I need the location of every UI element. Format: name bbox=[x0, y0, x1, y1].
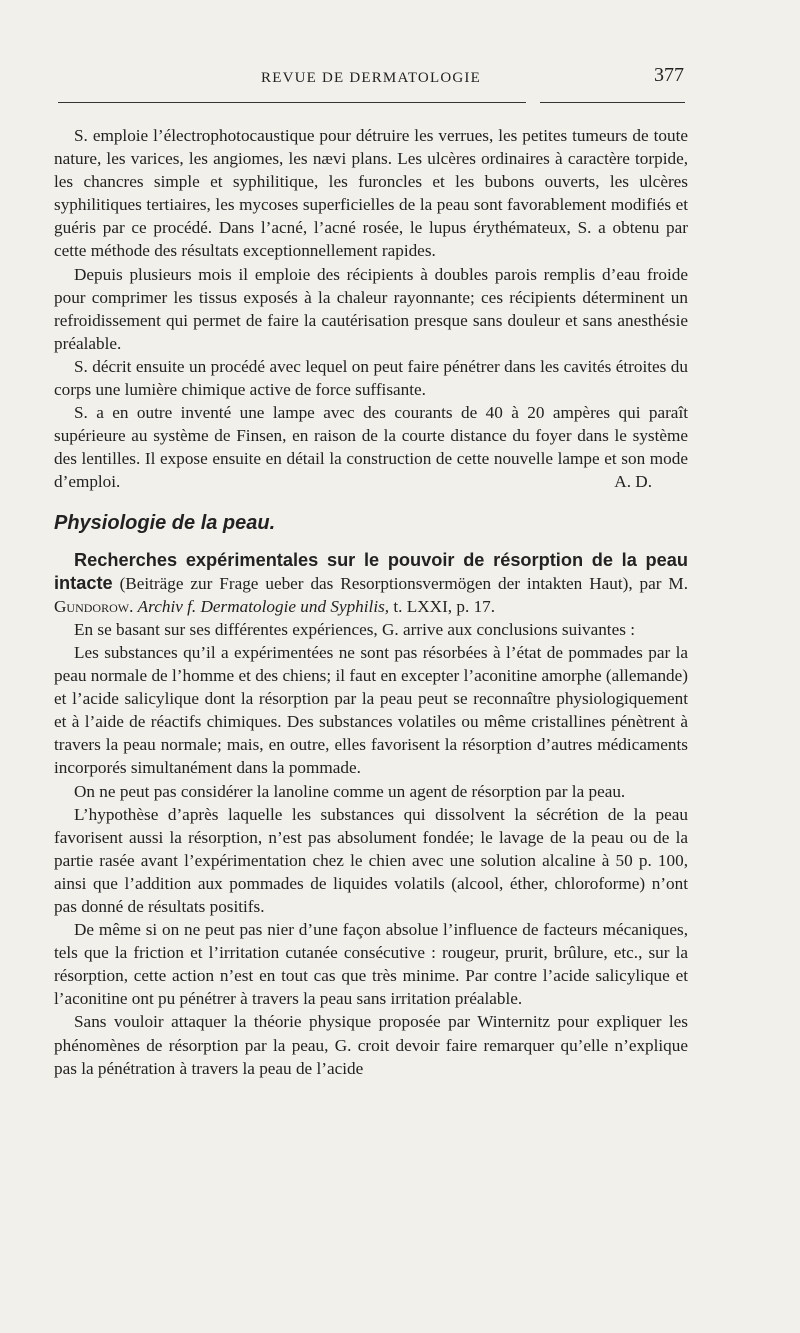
paragraph: De même si on ne peut pas nier d’une façon absolue l’influence de facteurs mécaniques, tels que la friction et l’irritation cutanée consécutive : rougeur, prurit, brûlure, etc., sur la résorption, cette action n’est en tout cas que très minime. Par contre l’acide salicylique et l’aconitine ont pu pénétrer à travers la peau sans irritation préalable. bbox=[54, 920, 688, 1009]
header-rule-left bbox=[58, 102, 526, 103]
article-heading bbox=[54, 549, 688, 618]
article-title: Recherches expérimentales sur le pouvoir de résorption de la peau intacte bbox=[54, 549, 688, 593]
paragraph: Depuis plusieurs mois il emploie des récipients à doubles parois remplis d’eau froide pour comprimer les tissus exposés à la chaleur rayonnante; ces récipients déterminent un refroidissement qui permet de faire la cautérisation presque sans douleur et sans anesthésie préalable. bbox=[54, 264, 688, 353]
article-journal: Archiv f. Dermatologie und Syphilis, bbox=[137, 596, 390, 616]
article-volume: t. LXXI, p. 17. bbox=[393, 596, 496, 616]
article-original-title: (Beiträge zur Frage ueber das Resorptionsvermögen der intakten Haut), par M. bbox=[119, 573, 689, 593]
article-author: Gundorow. bbox=[54, 596, 134, 616]
paragraph: Les substances qu’il a expérimentées ne sont pas résorbées à l’état de pommades par la peau normale de l’homme et des chiens; il faut en excepter l’aconitine amorphe (allemande) et l’acide salicylique dont la résorption par la peau peut se reconnaître physiologiquement et à l’aide de réactifs chimiques. Des substances volatiles ou même cristallines pénètrent à travers la peau normale; mais, en outre, elles favorisent la résorption d’autres médicaments incorporés simultanément dans la pommade. bbox=[54, 642, 688, 778]
page-body bbox=[54, 124, 688, 1080]
paragraph: S. emploie l’électrophotocaustique pour détruire les verrues, les petites tumeurs de toute nature, les varices, les angiomes, les nævi plans. Les ulcères ordinaires à caractère torpide, les chancres simple et syphilitique, les furoncles et les bubons ouverts, les ulcères syphilitiques tertiaires, les mycoses superficielles de la peau sont favorablement modifiés et guéris par ce procédé. Dans l’acné, l’acné rosée, le lupus érythémateux, S. a obtenu par cette méthode des résultats exceptionnellement rapides. bbox=[54, 126, 688, 261]
paragraph-text: S. a en outre inventé une lampe avec des courants de 40 à 20 ampères qui paraît supérieure au système de Finsen, en raison de la courte distance du foyer dans le système des lentilles. Il expose ensuite en détail la construction de cette nouvelle lampe et son mode d’emploi. bbox=[54, 403, 688, 492]
paragraph: En se basant sur ses différentes expériences, G. arrive aux conclusions suivantes : bbox=[74, 619, 635, 639]
signature: A. D. bbox=[614, 472, 652, 492]
paragraph: Sans vouloir attaquer la théorie physique proposée par Winternitz pour expliquer les phénomènes de résorption par la peau, G. croit devoir faire remarquer qu’elle n’explique pas la pénétration à travers la peau de l’acide bbox=[54, 1012, 688, 1078]
paragraph: On ne peut pas considérer la lanoline comme un agent de résorption par la peau. bbox=[74, 781, 626, 801]
page-header bbox=[58, 62, 684, 92]
section-title: Physiologie de la peau. bbox=[54, 511, 276, 534]
paragraph: L’hypothèse d’après laquelle les substances qui dissolvent la sécrétion de la peau favorisent aussi la résorption, n’est pas absolument fondée; le lavage de la peau ou de la partie rasée avant l’expérimentation chez le chien avec une solution alcaline à 50 p. 100, ainsi que l’addition aux pommades de liquides volatils (alcool, éther, chloroforme) n’ont pas donné de résultats positifs. bbox=[54, 804, 688, 916]
paragraph: S. décrit ensuite un procédé avec lequel on peut faire pénétrer dans les cavités étroites du corps une lumière chimique active de force suffisante. bbox=[54, 356, 688, 400]
header-rule-right bbox=[540, 102, 685, 103]
page-number: 377 bbox=[654, 64, 684, 86]
running-title: REVUE DE DERMATOLOGIE bbox=[261, 70, 481, 86]
paragraph-with-signature bbox=[54, 401, 688, 493]
